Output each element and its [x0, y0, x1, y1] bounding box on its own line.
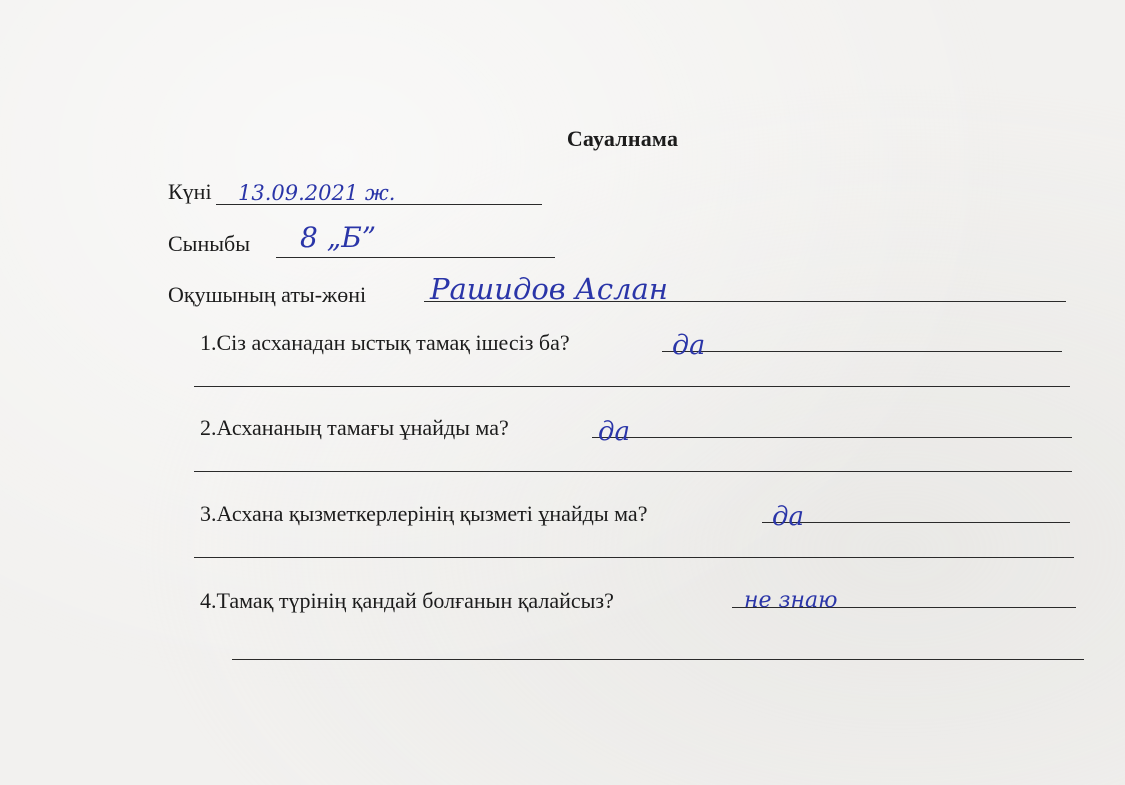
date-label: Күні: [168, 179, 212, 204]
class-answer: 8 „Б”: [300, 221, 377, 254]
answer-handwriting: да: [772, 502, 804, 532]
question-text: 3.Асхана қызметкерлерінің қызметі ұнайды ма?: [200, 501, 648, 526]
question-text: 2.Асхананың тамағы ұнайды ма?: [200, 415, 509, 440]
question-text: 4.Тамақ түрінің қандай болғанын қалайсыз?: [200, 588, 614, 613]
extra-answer-line: [194, 471, 1072, 472]
answer-handwriting: да: [598, 417, 630, 447]
question-text: 1.Сіз асханадан ыстық тамақ ішесіз ба?: [200, 330, 570, 355]
extra-answer-line: [194, 557, 1074, 558]
answer-handwriting: не знаю: [744, 588, 838, 613]
answer-line: [662, 351, 1062, 352]
student-name-answer: Рашидов Аслан: [430, 272, 668, 306]
class-label: Сыныбы: [168, 231, 250, 256]
class-line: [276, 257, 555, 258]
answer-handwriting: да: [672, 330, 706, 361]
student-name-label: Оқушының аты-жөні: [168, 282, 367, 307]
extra-answer-line: [194, 386, 1070, 387]
page-title: Сауалнама: [566, 126, 679, 151]
date-answer: 13.09.2021 ж.: [238, 181, 396, 205]
answer-line: [762, 522, 1070, 523]
extra-answer-line: [232, 659, 1084, 660]
answer-line: [592, 437, 1072, 438]
